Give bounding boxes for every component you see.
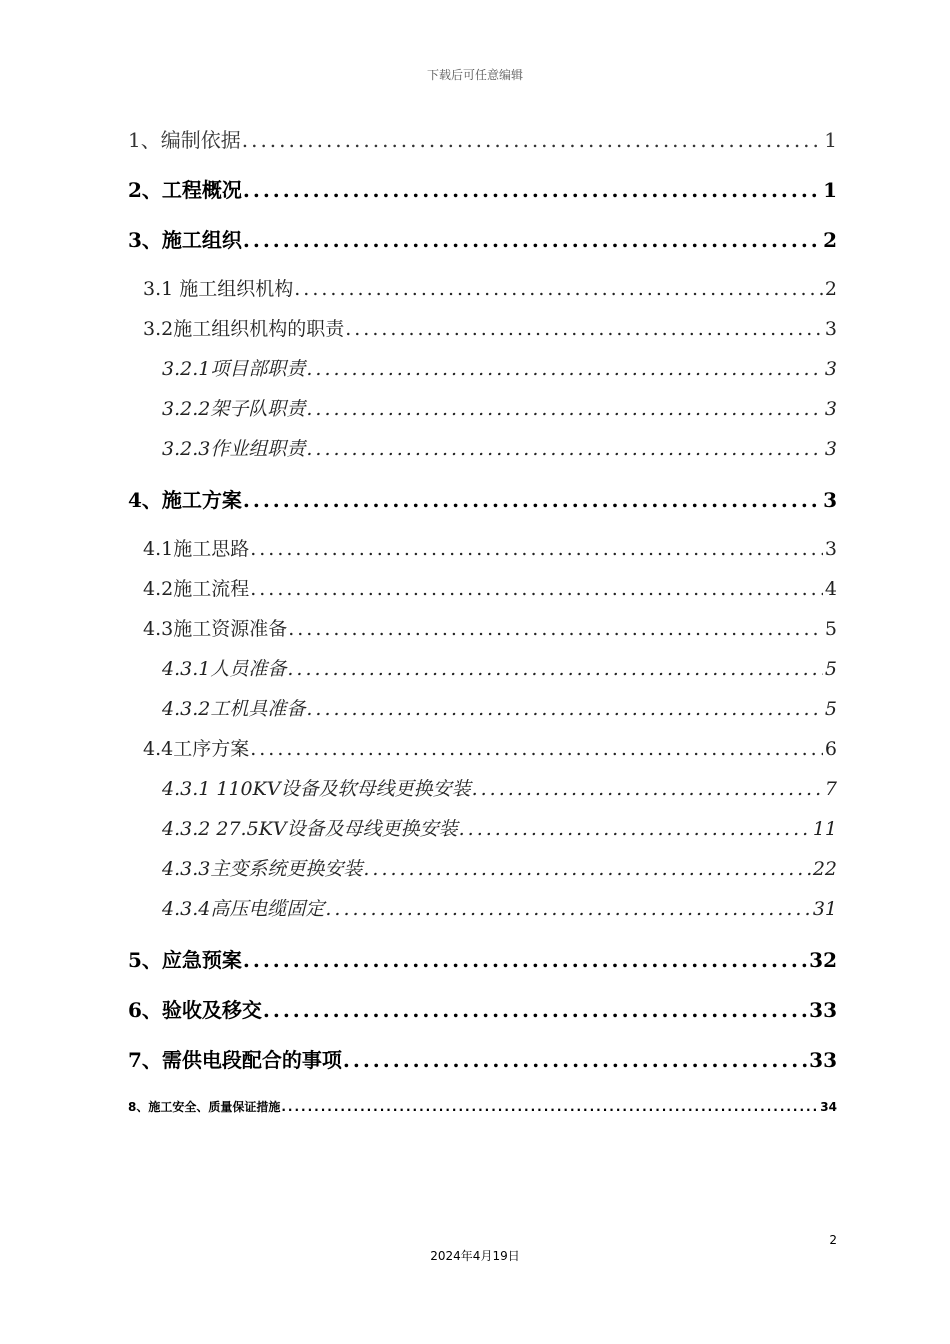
toc-entry-label: 3.1 施工组织机构 [143,278,294,300]
toc-entry-label: 4.4工序方案 [143,738,250,760]
dot-leader [306,698,823,720]
dot-leader [294,278,823,300]
dot-leader [343,1048,807,1072]
toc-entry-label: 3.2.2架子队职责 [162,398,306,420]
toc-entry[interactable] [128,124,837,153]
dot-leader [243,948,807,972]
dot-leader [287,658,823,680]
toc-entry-page: 4 [824,578,837,600]
dot-leader [472,778,823,800]
toc-entry-page: 5 [824,658,837,680]
toc-entry-page: 32 [809,948,837,972]
dot-leader [306,398,823,420]
toc-entry-page: 3 [824,358,837,380]
toc-entry-page: 11 [812,818,837,840]
toc-entry[interactable] [143,534,837,561]
toc-entry[interactable] [128,174,837,203]
toc-entry[interactable] [143,274,837,301]
toc-entry-page: 22 [812,858,837,880]
dot-leader [243,228,821,252]
toc-entry[interactable] [143,314,837,341]
toc-entry[interactable] [128,1098,837,1115]
dot-leader [459,818,811,840]
toc-entry-label: 2、工程概况 [128,178,242,202]
dot-leader [325,898,810,920]
toc-entry-page: 3 [824,398,837,420]
toc-entry[interactable] [162,654,837,681]
toc-entry[interactable] [128,994,837,1023]
toc-entry-page: 34 [820,1100,837,1114]
toc-entry-label: 4.3.1 110KV设备及软母线更换安装 [162,778,471,800]
toc-entry-label: 4.2施工流程 [143,578,250,600]
toc-entry[interactable] [128,944,837,973]
dot-leader [243,488,821,512]
toc-entry-page: 33 [809,998,837,1022]
page-header: 下载后可任意编辑 [426,68,523,82]
toc-entry-page: 3 [824,438,837,460]
dot-leader [288,618,823,640]
toc-entry-label: 5、应急预案 [128,948,242,972]
toc-entry-label: 4、施工方案 [128,488,242,512]
toc-entry[interactable] [162,694,837,721]
dot-leader [363,858,810,880]
dot-leader [242,128,823,152]
toc-entry-page: 3 [823,488,837,512]
toc-entry-page: 3 [824,538,837,560]
toc-entry[interactable] [128,1044,837,1073]
toc-entry-label: 6、验收及移交 [128,998,262,1022]
dot-leader [250,578,823,600]
dot-leader [250,538,823,560]
toc-entry[interactable] [162,814,837,841]
dot-leader [345,318,823,340]
toc-entry-page: 5 [824,618,837,640]
toc-entry[interactable] [162,854,837,881]
toc-entry-page: 2 [823,228,837,252]
toc-entry-page: 7 [824,778,837,800]
toc-entry[interactable] [128,484,837,513]
toc-entry-page: 31 [812,898,837,920]
toc-entry-label: 4.3施工资源准备 [143,618,288,640]
toc-entry[interactable] [162,354,837,381]
footer-date: 2024年4月19日 [430,1249,520,1263]
toc-entry-label: 4.3.4高压电缆固定 [162,898,325,920]
toc-entry-page: 5 [824,698,837,720]
toc-entry-page: 2 [824,278,837,300]
toc-entry[interactable] [162,434,837,461]
toc-entry-label: 4.3.2工机具准备 [162,698,306,720]
toc-entry[interactable] [143,614,837,641]
toc-entry-label: 3.2.3作业组职责 [162,438,306,460]
toc-entry-page: 6 [824,738,837,760]
toc-entry-label: 8、施工安全、质量保证措施 [128,1100,281,1114]
toc-entry[interactable] [143,574,837,601]
toc-entry[interactable] [128,224,837,253]
dot-leader [306,438,823,460]
toc-entry[interactable] [143,734,837,761]
page-number: 2 [829,1233,837,1247]
toc-entry-label: 1、编制依据 [128,128,241,152]
toc-entry-page: 33 [809,1048,837,1072]
toc-entry[interactable] [162,394,837,421]
toc-entry-label: 3.2施工组织机构的职责 [143,318,345,340]
dot-leader [243,178,821,202]
toc-entry-page: 1 [823,178,837,202]
toc-entry-label: 3、施工组织 [128,228,242,252]
toc-entry-page: 3 [824,318,837,340]
toc-entry[interactable] [162,774,837,801]
toc-entry-label: 4.1施工思路 [143,538,250,560]
toc-entry-label: 4.3.3主变系统更换安装 [162,858,363,880]
toc-entry-label: 4.3.2 27.5KV设备及母线更换安装 [162,818,458,840]
dot-leader [263,998,807,1022]
toc-entry-label: 7、需供电段配合的事项 [128,1048,342,1072]
dot-leader [250,738,823,760]
dot-leader [281,1100,818,1114]
toc-entry-label: 3.2.1项目部职责 [162,358,306,380]
toc-entry-page: 1 [824,128,837,152]
dot-leader [306,358,823,380]
toc-entry-label: 4.3.1人员准备 [162,658,287,680]
toc-entry[interactable] [162,894,837,921]
